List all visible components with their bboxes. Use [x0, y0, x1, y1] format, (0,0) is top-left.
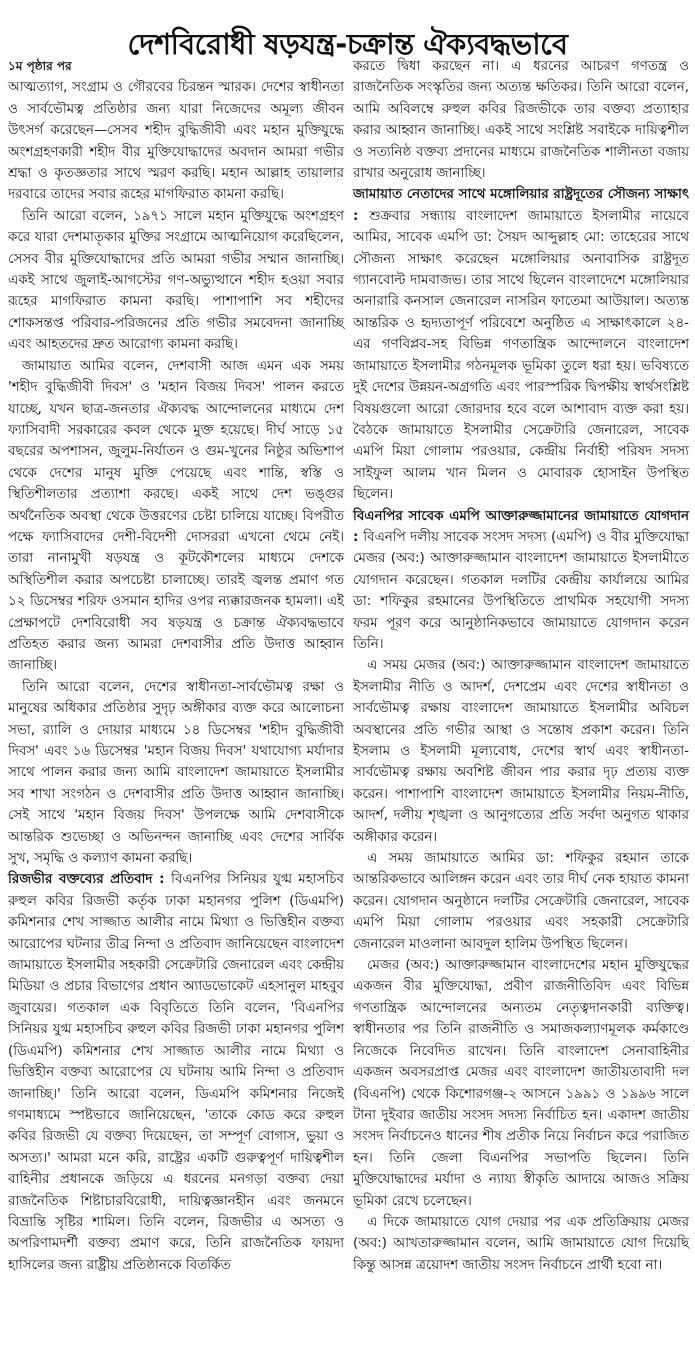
article-paragraph: এ সময় মেজর (অব:) আক্তারুজ্জামান বাংলাদেশ জামায়াতে ইসলামীর নীতি ও আদর্শ, দেশপ্রেম এবং দেশের স্বাধীনতা ও সার্বভৌমত্ব রক্ষায় বাংলাদেশ জামায়াতে ইসলামীর অবিচল অবস্থানের প্রতি গভীর আস্থা ও সন্তোষ প্রকাশ করেন। তিনি ইসলাম ও ইসলামী মূল্যবোধ, দেশের স্বার্থ এবং স্বাধীনতা-সার্বভৌমত্ব রক্ষায় অবশিষ্ট জীবন পার করার দৃঢ় প্রত্যয় ব্যক্ত করেন। পাশাপাশি বাংলাদেশ জামায়াতে ইসলামীর নিয়ম-নীতি, আদর্শ, দলীয় শৃঙ্খলা ও আনুগত্যের প্রতি সর্বদা অনুগত থাকার অঙ্গীকার করেন। [353, 658, 689, 845]
article-paragraph: তিনি আরো বলেন, দেশের স্বাধীনতা-সার্বভৌমত্ব রক্ষা ও মানুষের অধিকার প্রতিষ্ঠার সুদৃঢ় অঙ্গীকার ব্যক্ত করে আলোচনা সভা, র‌্যালি ও দোয়ার মাধ্যমে ১৪ ডিসেম্বর 'শহীদ বুদ্ধিজীবী দিবস' এবং ১৬ ডিসেম্বর 'মহান বিজয় দিবস' যথাযোগ্য মর্যাদার সাথে পালন করার জন্য আমি বাংলাদেশ জামায়াতে ইসলামীর সব শাখা সংগঠন ও দেশবাসীর প্রতি উদাত্ত আহ্বান জানাচ্ছি। সেই সাথে 'মহান বিজয় দিবস' উপলক্ষে আমি দেশবাসীকে আন্তরিক শুভেচ্ছা ও অভিনন্দন জানাচ্ছি এবং দেশের সার্বিক সুখ, সমৃদ্ধি ও কল্যাণ কামনা করছি। [8, 679, 344, 867]
mongolia-section [353, 184, 689, 505]
article-paragraph: এ সময় জামায়াতে আমির ডা: শফিকুর রহমান তাকে আন্তরিকভাবে আলিঙ্গন করেন এবং তার দীর্ঘ নেক হায়াত কামনা করেন। যোগদান অনুষ্ঠানে দলটির সেক্রেটারি জেনারেল, সাবেক এমপি মিয়া গোলাম পরওয়ার এবং সহকারী সেক্রেটারি জেনারেল মাওলানা আবদুল হালিম উপস্থিত ছিলেন। [353, 851, 689, 952]
right-column [353, 56, 689, 1276]
article-paragraph: করতে দ্বিধা করছেন না। এ ধরনের আচরণ গণতন্ত্র ও রাজনৈতিক সংস্কৃতির জন্য অত্যন্ত ক্ষতিকর। তিনি আরো বলেন, আমি অবিলম্বে রুহুল কবির রিজভীকে তার বক্তব্য প্রত্যাহার করার আহ্বান জানাচ্ছি। একই সাথে সংশ্লিষ্ট সবাইকে দায়িত্বশীল ও সত্যনিষ্ঠ বক্তব্য প্রদানের মাধ্যমে রাজনৈতিক শালীনতা বজায় রাখার অনুরোধ জানাচ্ছি। [353, 59, 689, 182]
section-text: শুক্রবার সন্ধ্যায় বাংলাদেশ জামায়াতে ইসলামীর নায়েবে আমির, সাবেক এমপি ডা: সৈয়দ আব্দুল্লাহ মো: তাহেরের সাথে সৌজন্য সাক্ষাৎ করেছেন মঙ্গোলিয়ার অনাবাসিক রাষ্ট্রদূত গ্যানবোল্ট দামবাজভ। তার সাথে ছিলেন বাংলাদেশে মঙ্গোলিয়ার অনারারি কনসাল জেনারেল নাসরিন ফাতেমা আউয়াল। অত্যন্ত আন্তরিক ও হৃদ্যতাপূর্ণ পরিবেশে অনুষ্ঠিত এ সাক্ষাৎকালে ২৪-এর গণবিপ্লব-সহ বিভিন্ন গণতান্ত্রিক আন্দোলনে বাংলাদেশ জামায়াতে ইসলামীর গঠনমূলক ভূমিকা তুলে ধরা হয়। ভবিষ্যতে দুই দেশের উন্নয়ন-অগ্রগতি এবং পারস্পরিক দ্বিপক্ষীয় স্বার্থসংশ্লিষ্ট বিষয়গুলো আরো জোরদার হবে বলে আশাবাদ ব্যক্ত করা হয়। বৈঠকে জামায়াতে ইসলামীর সেক্রেটারি জেনারেল, সাবেক এমপি মিয়া গোলাম পরওয়ার, কেন্দ্রীয় নির্বাহী পরিষদ সদস্য সাইফুল আলম খান মিলন ও মোবারক হোসাইন উপস্থিত ছিলেন। [353, 208, 689, 503]
article-paragraph: আত্মত্যাগ, সংগ্রাম ও গৌরবের চিরন্তন স্মারক। দেশের স্বাধীনতা ও সার্বভৌমত্ব প্রতিষ্ঠার জন্য যারা নিজেদের অমূল্য জীবন উৎসর্গ করেছেন—সেসব শহীদ বুদ্ধিজীবী এবং মহান মুক্তিযুদ্ধে অংশগ্রহণকারী শহীদ বীর মুক্তিযোদ্ধাদের অবদান আমরা গভীর শ্রদ্ধা ও কৃতজ্ঞতার সাথে স্মরণ করছি। মহান আল্লাহ তায়ালার দরবারে তাদের সবার রূহের মাগফিরাত কামনা করছি। [8, 80, 344, 203]
article-paragraph: এ দিকে জামায়াতে যোগ দেয়ার পর এক প্রতিক্রিয়ায় মেজর (অব:) আখতারুজ্জামান বলেন, আমি জামায়াতে যোগ দিয়েছি কিন্তু আসন্ন ত্রয়োদশ জাতীয় সংসদ নির্বাচনে প্রার্থী হবো না। [353, 1214, 689, 1273]
article-paragraph: জামায়াত আমির বলেন, দেশবাসী আজ এমন এক সময় 'শহীদ বুদ্ধিজীবী দিবস' ও 'মহান বিজয় দিবস' পালন করতে যাচ্ছে, যখন ছাত্র-জনতার ঐক্যবদ্ধ আন্দোলনের মাধ্যমে দেশ ফ্যাসিবাদী সরকারের কবল থেকে মুক্ত হয়েছে। দীর্ঘ সাড়ে ১৫ বছরের অপশাসন, জুলুম-নির্যাতন ও গুম-খুনের নিষ্ঠুর অভিশাপ থেকে দেশের মানুষ মুক্তি পেয়েছে এবং শান্তি, স্বস্তি ও স্থিতিশীলতার প্রত্যাশা করছে। একই সাথে দেশ ভঙ্গুর অর্থনৈতিক অবস্থা থেকে উত্তরণের চেষ্টা চালিয়ে যাচ্ছে। বিপরীত পক্ষে ফ্যাসিবাদের দেশী-বিদেশী দোসররা এখনো থেমে নেই। তারা নানামুখী ষড়যন্ত্র ও কূটকৌশলের মাধ্যমে দেশকে অস্থিতিশীল করার অপচেষ্টা চালাচ্ছে। তারই জ্বলন্ত প্রমাণ গত ১২ ডিসেম্বর শরিফ ওসমান হাদির ওপর ন্যক্কারজনক হামলা। এই প্রেক্ষাপটে দেশবিরোধী সব ষড়যন্ত্র ও চক্রান্ত ঐক্যবদ্ধভাবে প্রতিহত করার জন্য আমরা দেশবাসীর প্রতি উদাত্ত আহ্বান জানাচ্ছি। [8, 358, 344, 674]
akhtaruzzaman-section [353, 506, 689, 656]
section-lead: জামায়াত নেতাদের সাথে মঙ্গোলিয়ার রাষ্ট্রদূতের সৌজন্য সাক্ষাৎ : [353, 187, 689, 224]
rizvi-section [8, 869, 344, 1276]
section-lead: বিএনপির সাবেক এমপি আক্তারুজ্জামানের জামায়াতে যোগদান : [353, 508, 689, 545]
headline: দেশবিরোধী ষড়যন্ত্র-চক্রান্ত ঐক্যবদ্ধভাবে [127, 27, 568, 62]
section-text: বিএনপি দলীয় সাবেক সংসদ সদস্য (এমপি) ও বীর মুক্তিযোদ্ধা মেজর (অব:) আক্তারুজ্জামান বাংলাদেশ জামায়াতে ইসলামীতে যোগদান করেছেন। গতকাল দলটির কেন্দ্রীয় কার্যালয়ে আমির ডা: শফিকুর রহমানের উপস্থিতিতে প্রাথমিক সহযোগী সদস্য ফরম পূরণ করে আনুষ্ঠানিকভাবে জামায়াতে যোগদান করেন তিনি। [353, 529, 689, 652]
article-paragraph: তিনি আরো বলেন, ১৯৭১ সালে মহান মুক্তিযুদ্ধে অংশগ্রহণ করে যারা দেশমাতৃকার মুক্তির সংগ্রামে আত্মনিয়োগ করেছিলেন, সেসব বীর মুক্তিযোদ্ধাদের প্রতি আমরা গভীর সম্মান জানাচ্ছি। একই সাথে জুলাই-আগস্টের গণ-অভ্যুত্থানে শহীদ হওয়া সবার রূহের মাগফিরাত কামনা করছি। পাশাপাশি সব শহীদের শোকসন্তপ্ত পরিবার-পরিজনের প্রতি গভীর সমবেদনা জানাচ্ছি এবং আহতদের দ্রুত আরোগ্য কামনা করছি। [8, 208, 344, 353]
left-column [8, 56, 344, 1276]
section-lead: রিজভীর বক্তব্যের প্রতিবাদ : [8, 872, 172, 888]
continued-from-label: ১ম পৃষ্ঠার পর [8, 59, 72, 73]
section-text: বিএনপির সিনিয়র যুগ্ম মহাসচিব রুহুল কবির রিজভী কর্তৃক ঢাকা মহানগর পুলিশ (ডিএমপি) কমিশনার শেখ সাজ্জাত আলীর নামে মিথ্যা ও ভিত্তিহীন বক্তব্য আরোপের ঘটনার তীব্র নিন্দা ও প্রতিবাদ জানিয়েছেন বাংলাদেশ জামায়াতে ইসলামীর সহকারী সেক্রেটারি জেনারেল এবং কেন্দ্রীয় মিডিয়া ও প্রচার বিভাগের প্রধান অ্যাডভোকেট এহসানুল মাহবুব জুবায়ের। গতকাল এক বিবৃতিতে তিনি বলেন, 'বিএনপির সিনিয়র যুগ্ম মহাসচিব রুহুল কবির রিজভী ঢাকা মহানগর পুলিশ (ডিএমপি) কমিশনার শেখ সাজ্জাত আলীর নামে মিথ্যা ও ভিত্তিহীন বক্তব্য আরোপের যে ঘটনায় আমি নিন্দা ও প্রতিবাদ জানাচ্ছি।' তিনি আরো বলেন, ডিএমপি কমিশনার নিজেই গণমাধ্যমে স্পষ্টভাবে জানিয়েছেন, 'তাকে কোড করে রুহুল কবির রিজভী যে বক্তব্য দিয়েছেন, তা সম্পূর্ণ বোগাস, ভুয়া ও অসত্য।' আমরা মনে করি, রাষ্ট্রের একটি গুরুত্বপূর্ণ দায়িত্বশীল বাহিনীর প্রধানকে জড়িয়ে এ ধরনের মনগড়া বক্তব্য দেয়া রাজনৈতিক শিষ্টাচারবিরোধী, দায়িত্বজ্ঞানহীন এবং জনমনে বিভ্রান্তি সৃষ্টির শামিল। তিনি বলেন, রিজভীর এ অসত্য ও অপরিণামদর্শী বক্তব্য প্রমাণ করে, তিনি রাজনৈতিক ফায়দা হাসিলের জন্য রাষ্ট্রীয় প্রতিষ্ঠানকে বিতর্কিত [8, 872, 344, 1273]
article-paragraph: মেজর (অব:) আক্তারুজ্জামান বাংলাদেশের মহান মুক্তিযুদ্ধের একজন বীর মুক্তিযোদ্ধা, প্রবীণ রাজনীতিবিদ এবং বিভিন্ন গণতান্ত্রিক আন্দোলনের অন্যতম নেতৃত্বদানকারী ব্যক্তিত্ব। স্বাধীনতার পর তিনি রাজনীতি ও সমাজকল্যাণমূলক কর্মকাণ্ডে নিজেকে নিবেদিত রাখেন। তিনি বাংলাদেশ সেনাবাহিনীর একজন অবসরপ্রাপ্ত মেজর এবং বাংলাদেশ জাতীয়তাবাদী দল (বিএনপি) থেকে কিশোরগঞ্জ-২ আসনে ১৯৯১ ও ১৯৯৬ সালে টানা দুইবার জাতীয় সংসদ সদস্য নির্বাচিত হন। একাদশ জাতীয় সংসদ নির্বাচনেও ধানের শীষ প্রতীক নিয়ে নির্বাচন করে পরাজিত হন। তিনি জেলা বিএনপির সভাপতি ছিলেন। তিনি মুক্তিযোদ্ধাদের মর্যাদা ও ন্যায্য স্বীকৃতি আদায়ে আজও সক্রিয় ভূমিকা রেখে চলেছেন। [353, 958, 690, 1209]
